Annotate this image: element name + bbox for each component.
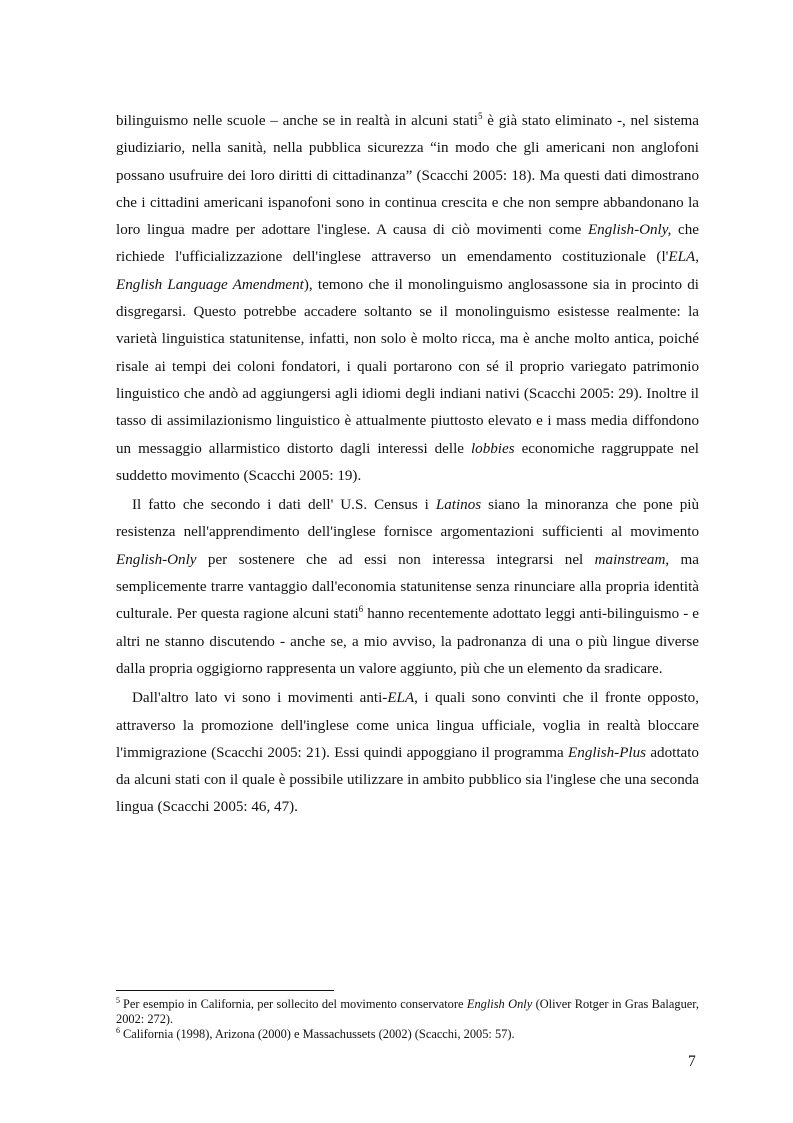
footnote-separator	[116, 990, 334, 991]
text-run: Il fatto che secondo i dati dell' U.S. Census i	[132, 497, 436, 514]
footnote	[116, 997, 699, 1027]
paragraph	[116, 108, 699, 490]
italic-text: English Only	[466, 997, 533, 1011]
text-run: California (1998), Arizona (2000) e Massachussets (2002) (Scacchi, 2005: 57).	[123, 1027, 515, 1042]
italic-text: Latinos	[435, 497, 482, 514]
italic-text: ELA	[668, 249, 696, 266]
footnote-number: 6	[116, 1026, 120, 1036]
text-run: per sostenere che ad essi non interessa integrarsi nel	[196, 551, 595, 568]
footnote	[116, 1027, 699, 1042]
text-run: Dall'altro lato vi sono i movimenti anti-	[132, 690, 388, 707]
footnotes	[116, 990, 699, 1043]
body-text	[116, 108, 699, 822]
text-run: , i quali sono convinti che il fronte opposto, attraverso la promozione dell'inglese come unica lingua ufficiale, voglia in realtà bloccare l'immigrazione (Scacchi 2005: 21). Essi quindi appoggiano il programma	[116, 690, 699, 761]
text-run: ,	[695, 249, 699, 266]
text-run: hanno recentemente adottato leggi anti-bilinguismo - e altri ne stanno discutendo - anche se, a mio avviso, la padronanza di una o più lingue diverse dalla propria oggigiorno rappresenta un valore aggiunto, più che un elemento da sradicare.	[116, 606, 699, 677]
text-run: adottato da alcuni stati con il quale è possibile utilizzare in ambito pubblico sia l'inglese che una seconda lingua (Scacchi 2005: 46, 47).	[116, 744, 699, 816]
italic-text: English-Plus	[568, 744, 647, 761]
text-run: bilinguismo nelle scuole – anche se in realtà in alcuni stati	[116, 113, 478, 129]
text-run: Per esempio in California, per sollecito del movimento conservatore	[123, 997, 467, 1011]
paragraph	[116, 492, 699, 683]
italic-text: mainstream	[594, 551, 666, 568]
text-run: ), temono che il monolinguismo anglosassone sia in procinto di disgregarsi. Questo potrebbe accadere soltanto se il monolinguismo esistesse realmente: la varietà linguistica statunitense, infatti, non solo è molto ricca, ma è anche molto antica, poiché risale ai tempi dei coloni fondatori, i quali portarono con sé il proprio variegato patrimonio linguistico che andò ad aggiungersi agli idiomi degli indiani nativi (Scacchi 2005: 29). Inoltre il tasso di assimilazionismo linguistico è attualmente piuttosto elevato e i mass media diffondono un messaggio allarmistico distorto dagli interessi delle	[116, 276, 699, 457]
page-number: 7	[688, 1053, 696, 1070]
italic-text: lobbies	[470, 440, 515, 457]
footnote-number: 5	[116, 996, 120, 1005]
text-run: che richiede l'ufficializzazione dell'inglese attraverso un emendamento costituzionale (l'	[116, 222, 699, 266]
text-run: (Oliver Rotger in Gras Balaguer, 2002: 272).	[116, 997, 699, 1027]
italic-text: ELA	[387, 690, 415, 707]
text-run: , ma semplicemente trarre vantaggio dall'economia statunitense senza rinunciare alla propria identità culturale. Per questa ragione alcuni stati	[116, 551, 699, 623]
text-run: economiche raggruppate nel suddetto movimento (Scacchi 2005: 19).	[116, 440, 699, 484]
paragraph	[116, 685, 699, 821]
footnote-reference: 5	[477, 111, 483, 121]
text-run: è già stato eliminato -, nel sistema giudiziario, nella sanità, nella pubblica sicurezza “in modo che gli americani non anglofoni possano usufruire dei loro diritti di cittadinanza” (Scacchi 2005: 18). Ma questi dati dimostrano che i cittadini americani ispanofoni sono in continua crescita e che non sempre abbandonano la loro lingua madre per adottare l'inglese. A causa di ciò movimenti come	[116, 113, 699, 239]
italic-text: English-Only	[116, 551, 197, 568]
italic-text: English Language Amendment	[116, 276, 304, 293]
italic-text: English-Only,	[587, 222, 672, 239]
text-run: siano la minoranza che pone più resistenza nell'apprendimento dell'inglese fornisce argomentazioni sufficienti al movimento	[116, 497, 700, 541]
footnote-reference: 6	[358, 604, 364, 615]
